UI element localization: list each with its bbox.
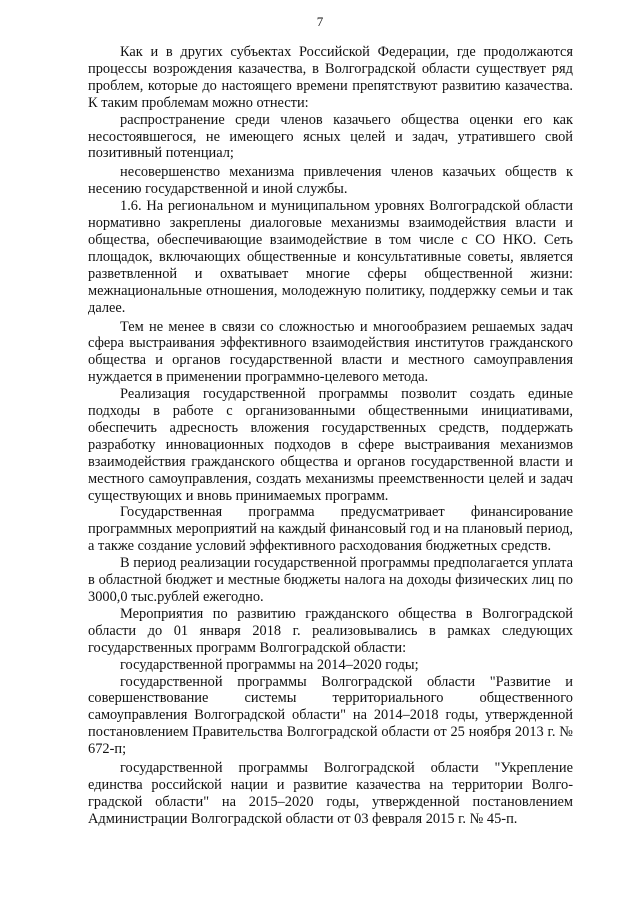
page-number: 7 [316, 14, 324, 29]
paragraph-prior-programs-intro: Мероприятия по развитию гражданского общества в Волгоградской области до 01 января 2018 г. реализовывались в рамках следующих государственных программ Волгоградской области: [88, 605, 573, 656]
document-body [88, 44, 573, 828]
paragraph-tax-payment: В период реализации государственной программы предполагается уплата в областной бюджет и местные бюджеты налога на доходы физических лиц по 3000,0 тыс.рублей ежегодно. [88, 555, 573, 605]
paragraph-program-method: Тем не менее в связи со сложностью и многообразием решаемых задач сфера выстраивания эффективного взаимодействия институтов гражданского общества и органов государственной власти и местного самоуправления нуждается в применении программно-целевого метода. [88, 318, 573, 386]
paragraph-problem-assessment: распространение среди членов казачьего общества оценки его как несостоявшегося, не имеющего ясных целей и задач, утратившего свой позитивный потенциал; [88, 111, 573, 162]
paragraph-program-financing: Государственная программа предусматривает финансирование программных мероприятий на каждый финансовый год и на плановый период, а также создание условий эффективного расходования бюджетных средств. [88, 504, 573, 555]
paragraph-section-1-6: 1.6. На региональном и муниципальном уровнях Волгоградской области нормативно закреплены диалоговые механизмы взаимодействия власти и общества, обеспечивающие взаимодействие в том числе с СО НКО. Сеть площадок, включающих общественные и консультативные советы, является разветвленной и охватывает многие сферы общественной жизни: межнациональные отношения, молодежную политику, поддержку семьи и так далее. [88, 198, 573, 316]
paragraph-program-2014-2020: государственной программы на 2014–2020 годы; [120, 656, 419, 673]
paragraph-cossack-problems-intro: Как и в других субъектах Российской Федерации, где продолжаются процессы возрождения казачества, в Волгоградской области существует ряд проблем, которые до настоящего времени препятствуют развитию казачества. К таким проблемам можно отнести: [88, 44, 573, 111]
paragraph-program-nation-unity: государственной программы Волгоградской области "Укрепление единства российской нации и развитие казачества на территории Волгоградской области" на 2015–2020 годы, утвержденной постановлением Администрации Волгоградской области от 03 февраля 2015 г. № 45-п. [88, 760, 573, 827]
paragraph-program-self-government: государственной программы Волгоградской области "Развитие и совершенствование системы территориального общественного самоуправления Волгоградской области" на 2014–2018 годы, утвержденной постановлением Правительства Волгоградской области от 25 ноября 2013 г. № 672-п; [88, 673, 573, 758]
paragraph-problem-service: несовершенство механизма привлечения членов казачьих обществ к несению государственной и иной службы. [88, 164, 573, 198]
paragraph-program-implementation: Реализация государственной программы позволит создать единые подходы в работе с организованными общественными инициативами, обеспечить адресность вложения государственных средств, поддержать разработку инновационных подходов в сфере выстраивания механизмов взаимодействия гражданского общества и органов государственной власти и местного самоуправления, создать механизмы преемственности целей и задач существующих и вновь принимаемых программ. [88, 386, 573, 504]
